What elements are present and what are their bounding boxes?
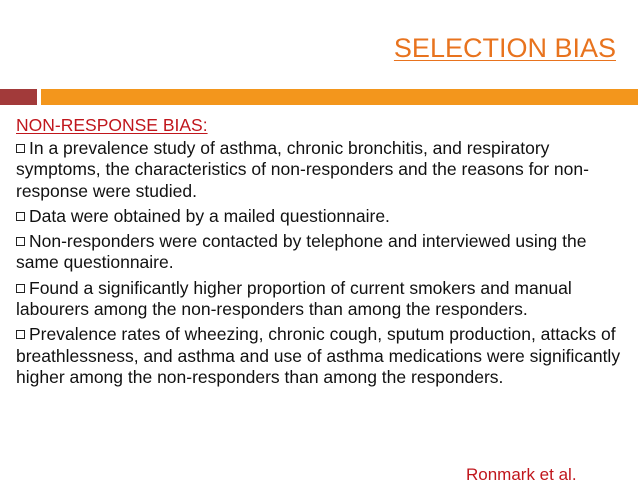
bullet-item — [16, 278, 622, 321]
slide-title: SELECTION BIAS — [393, 33, 616, 63]
bullet-item — [16, 138, 622, 202]
bullet-item — [16, 231, 622, 274]
bullet-text: Non-responders were contacted by telephone and interviewed using the same questionnaire. — [16, 231, 587, 273]
header-accent-bar-orange — [41, 89, 638, 105]
bullet-text: In a prevalence study of asthma, chronic bronchitis, and respiratory symptoms, the characteristics of non-responders and the reasons for non-response were studied. — [16, 138, 589, 201]
bullet-item — [16, 324, 622, 388]
header-accent-bar-dark — [0, 89, 37, 105]
square-bullet-icon — [16, 237, 25, 246]
slide-content — [16, 115, 622, 392]
bullet-text: Prevalence rates of wheezing, chronic cough, sputum production, attacks of breathlessness, and asthma and use of asthma medications were significantly higher among the non-responders than among the responders. — [16, 324, 621, 387]
bullet-text: Data were obtained by a mailed questionnaire. — [29, 205, 390, 226]
bullet-item — [16, 206, 622, 227]
square-bullet-icon — [16, 144, 25, 153]
square-bullet-icon — [16, 330, 25, 339]
section-subheading: NON-RESPONSE BIAS: — [16, 115, 208, 135]
bullet-text: Found a significantly higher proportion of current smokers and manual labourers among the non-responders than among the responders. — [16, 277, 572, 320]
reference-citation: Ronmark et al. — [466, 465, 577, 484]
bullet-list — [16, 138, 622, 388]
square-bullet-icon — [16, 212, 25, 221]
square-bullet-icon — [16, 284, 25, 293]
